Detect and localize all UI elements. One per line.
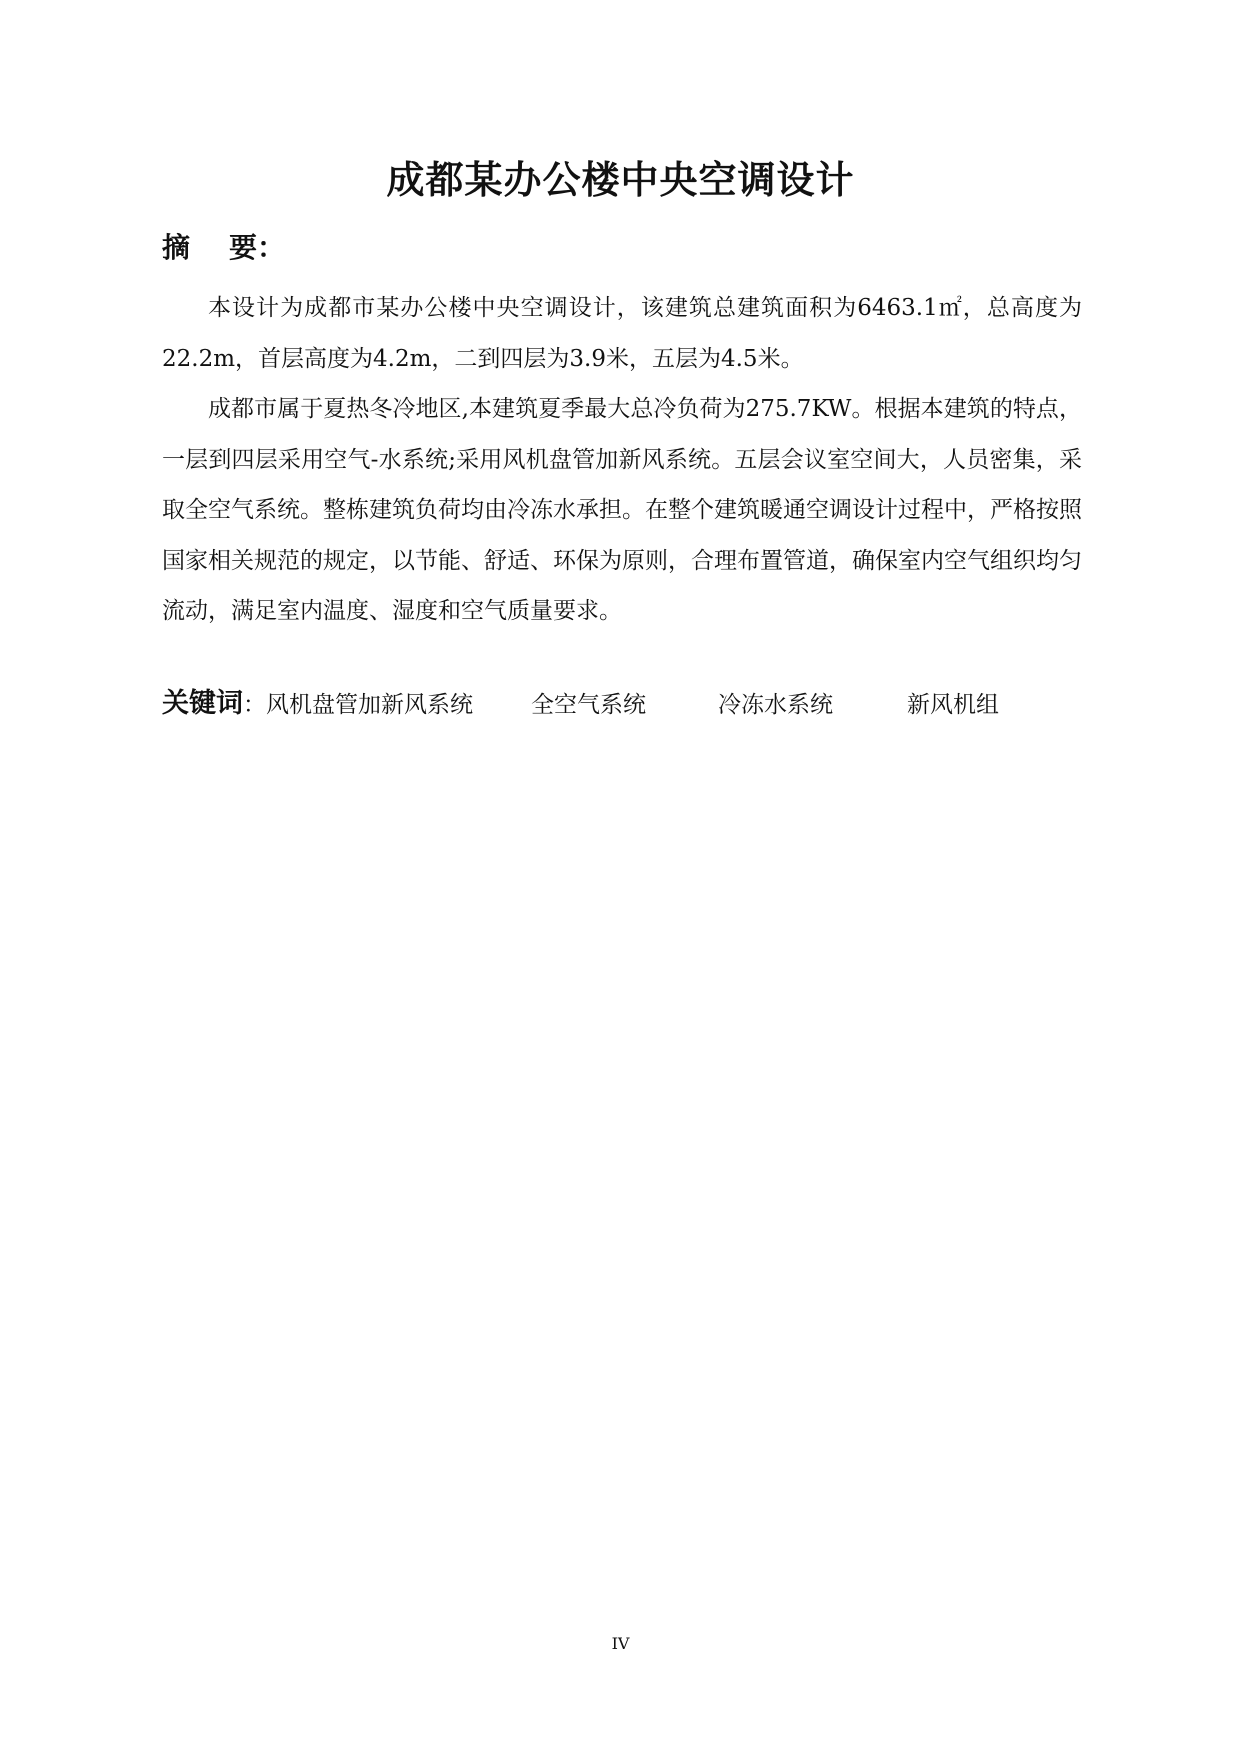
keywords-line: [162, 684, 1082, 725]
abstract-body: [162, 283, 1082, 637]
document-title: 成都某办公楼中央空调设计: [386, 158, 855, 202]
abstract-heading: 摘 要：: [162, 231, 285, 264]
keywords-colon: ：: [243, 692, 266, 718]
abstract-paragraph-2: 成都市属于夏热冬冷地区,本建筑夏季最大总冷负荷为275.7KW。根据本建筑的特点，一层到四层采用空气-水系统;采用风机盘管加新风系统。五层会议室空间大，人员密集，采取全空气系统。整栋建筑负荷均由冷冻水承担。在整个建筑暖通空调设计过程中，严格按照国家相关规范的规定，以节能、舒适、环保为原则，合理布置管道，确保室内空气组织均匀流动，满足室内温度、湿度和空气质量要求。: [162, 396, 1082, 624]
page-number: IV: [611, 1634, 630, 1653]
keyword-item: 新风机组: [907, 692, 999, 718]
keyword-item: 风机盘管加新风系统: [266, 692, 473, 718]
keyword-item: 冷冻水系统: [718, 692, 833, 718]
keywords-label: 关键词: [162, 688, 243, 719]
abstract-paragraph-1: 本设计为成都市某办公楼中央空调设计，该建筑总建筑面积为6463.1㎡，总高度为22.2m，首层高度为4.2m，二到四层为3.9米，五层为4.5米。: [162, 295, 1082, 372]
keyword-item: 全空气系统: [531, 692, 646, 718]
